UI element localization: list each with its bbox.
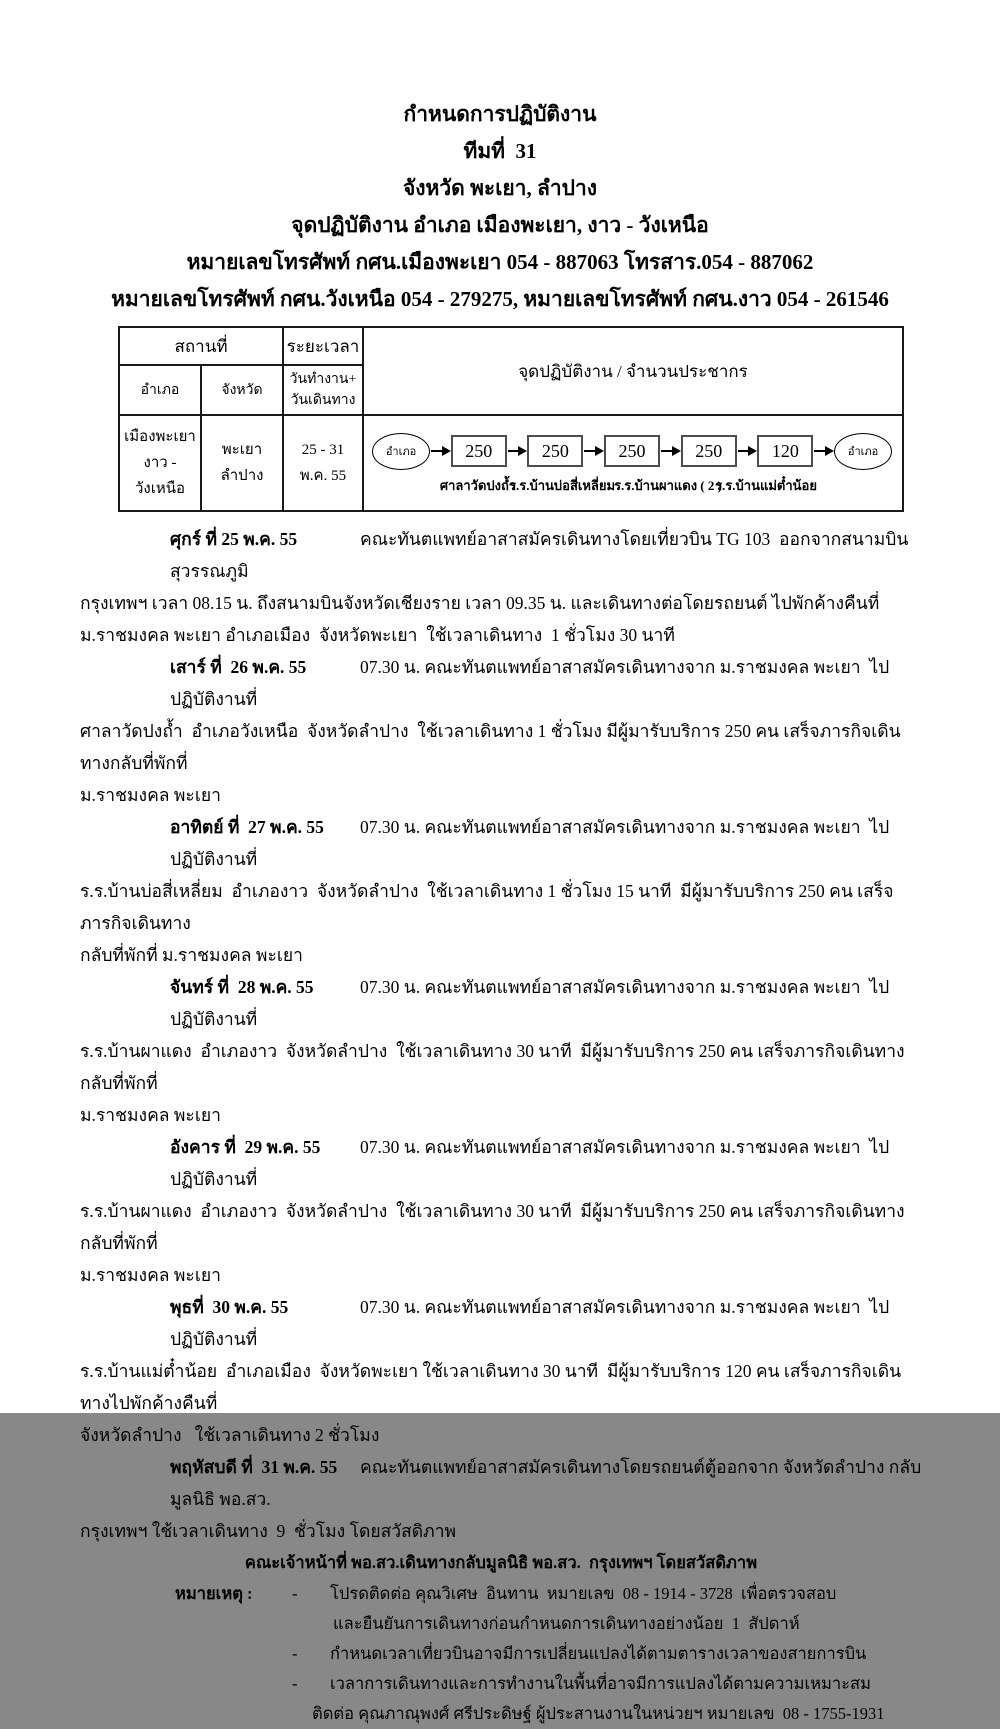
entry-text-line1: 07.30 น. คณะทันตแพทย์อาสาสมัครเดินทางจาก ม.ราชมงคล พะเยา ไปปฏิบัติงานที่ (170, 1297, 890, 1349)
header-workdays-line2: วันเดินทาง (290, 393, 356, 408)
note-item-1-continued: และยืนยันการเดินทางก่อนกำหนดการเดินทางอย่างน้อย 1 สัปดาห์ (333, 1614, 800, 1633)
flow-row (372, 431, 892, 471)
note-item-3 (80, 1669, 922, 1699)
header-district: อำเภอ (119, 365, 201, 415)
bullet-dash-icon: - (292, 1584, 298, 1603)
header-province: จังหวัด (201, 365, 283, 415)
population-box-3: 250 (604, 435, 660, 467)
document-header (0, 0, 1000, 318)
province-line2: ลำปาง (220, 468, 264, 484)
population-box-2: 250 (527, 435, 583, 467)
entry-text-line3: กลับที่พักที่ ม.ราชมงคล พะเยา (80, 945, 303, 965)
site-label-3: ร.ร.บ้านผาแดง ( 2 ) (614, 478, 722, 493)
header-operation-population: จุดปฏิบัติงาน / จำนวนประชากร (363, 327, 903, 415)
note-text: กำหนดเวลาเที่ยวบินอาจมีการเปลี่ยนแปลงได้ตามตารางเวลาของสายการบิน (330, 1644, 867, 1663)
duration-line2: พ.ค. 55 (299, 468, 347, 484)
cell-district (119, 415, 201, 511)
phone-line-1: หมายเลขโทรศัพท์ กศน.เมืองพะเยา 054 - 887063 โทรสาร.054 - 887062 (186, 250, 814, 274)
right-arrow-icon (738, 450, 755, 452)
district-end-oval: อำเภอ (834, 433, 892, 470)
province-line1: พะเยา (221, 442, 263, 458)
district-line3: วังเหนือ (134, 481, 186, 497)
entry-date: อังคาร ที่ 29 พ.ค. 55 (170, 1137, 321, 1157)
right-arrow-icon (661, 450, 678, 452)
right-arrow-icon (814, 450, 831, 452)
right-arrow-icon (508, 450, 525, 452)
schedule-entry-wednesday (80, 1291, 922, 1451)
schedule-body (0, 512, 1000, 1579)
schedule-entry-thursday (80, 1451, 926, 1547)
bullet-dash-icon: - (292, 1644, 298, 1663)
duration-line1: 25 - 31 (301, 442, 345, 458)
bullet-dash-icon: - (292, 1674, 298, 1693)
note-text: เวลาการเดินทางและการทำงานในพื้นที่อาจมีการแปลงได้ตามความเหมาะสม (330, 1674, 871, 1693)
header-location: สถานที่ (119, 327, 283, 365)
site-label-2: ร.ร.บ้านบ่อสี่เหลี่ยม (508, 478, 616, 493)
notes-section (0, 1579, 1000, 1729)
cell-province (201, 415, 283, 511)
district-line1: เมืองพะเยา (124, 429, 196, 445)
entry-text-line3: ม.ราชมงคล พะเยา (80, 1105, 221, 1125)
entry-text-line3: จังหวัดลำปาง ใช้เวลาเดินทาง 2 ชั่วโมง (80, 1425, 380, 1445)
note-text: โปรดติดต่อ คุณวิเศษ อินทาน หมายเลข 08 - 1914 - 3728 เพื่อตรวจสอบ (330, 1584, 837, 1603)
schedule-entry-tuesday (80, 1131, 922, 1291)
site-label-1: ศาลาวัดปงถ้ำ (439, 478, 517, 493)
schedule-entry-monday (80, 971, 922, 1131)
entry-text-line2: ร.ร.บ้านบ่อสี่เหลี่ยม อำเภองาว จังหวัดลำปาง ใช้เวลาเดินทาง 1 ชั่วโมง 15 นาที มีผู้มารับบริการ 250 คน เสร็จภารกิจเดินทาง (80, 881, 894, 933)
entry-text-line1: 07.30 น. คณะทันตแพทย์อาสาสมัครเดินทางจาก ม.ราชมงคล พะเยา ไปปฏิบัติงานที่ (170, 1137, 890, 1189)
entry-text-line3: ม.ราชมงคล พะเยา (80, 785, 221, 805)
district-line2: งาว - (143, 455, 177, 471)
right-arrow-icon (431, 450, 448, 452)
table-row (119, 415, 903, 511)
page-title: กำหนดการปฏิบัติงาน (403, 102, 597, 126)
entry-text-line2: ร.ร.บ้านผาแดง อำเภองาว จังหวัดลำปาง ใช้เวลาเดินทาง 30 นาที มีผู้มารับบริการ 250 คน เสร็จภารกิจเดินทางกลับที่พักที่ (80, 1041, 905, 1093)
header-workdays (283, 365, 363, 415)
phone-line-2: หมายเลขโทรศัพท์ กศน.วังเหนือ 054 - 279275, หมายเลขโทรศัพท์ กศน.งาว 054 - 261546 (111, 287, 889, 311)
province-line: จังหวัด พะเยา, ลำปาง (402, 176, 597, 200)
entry-text-line1: คณะทันตแพทย์อาสาสมัครเดินทางโดยเที่ยวบิน TG 103 ออกจากสนามบินสุวรรณภูมิ (170, 529, 909, 581)
entry-text-line3: ม.ราชมงคล พะเยา อำเภอเมือง จังหวัดพะเยา ใช้เวลาเดินทาง 1 ชั่วโมง 30 นาที (80, 625, 675, 645)
team-number: ทีมที่ 31 (463, 139, 537, 163)
entry-date: จันทร์ ที่ 28 พ.ค. 55 (170, 977, 314, 997)
header-workdays-line1: วันทำงาน+ (289, 372, 357, 387)
population-box-1: 250 (451, 435, 507, 467)
entry-text-line2: กรุงเทพฯ เวลา 08.15 น. ถึงสนามบินจังหวัดเชียงราย เวลา 09.35 น. และเดินทางต่อโดยรถยนต์ ไปพักค้างคืนที่ (80, 593, 880, 613)
site-label-4: ร.ร.บ้านแม่ต๋ำน้อย (715, 478, 817, 493)
coordinator-contact: ติดต่อ คุณภาณุพงศ์ ศรีประดิษฐ์ ผู้ประสานงานในหน่วยฯ หมายเลข 08 - 1755-1931 (312, 1704, 885, 1723)
entry-text-line1: 07.30 น. คณะทันตแพทย์อาสาสมัครเดินทางจาก ม.ราชมงคล พะเยา ไปปฏิบัติงานที่ (170, 977, 890, 1029)
entry-text-line1: 07.30 น. คณะทันตแพทย์อาสาสมัครเดินทางจาก ม.ราชมงคล พะเยา ไปปฏิบัติงานที่ (170, 817, 890, 869)
schedule-entry-sunday (80, 811, 922, 971)
notes-label: หมายเหตุ : (175, 1584, 253, 1603)
entry-date: เสาร์ ที่ 26 พ.ค. 55 (170, 657, 307, 677)
header-duration: ระยะเวลา (283, 327, 363, 365)
cell-flow-diagram (363, 415, 903, 511)
flow-labels (366, 473, 900, 495)
entry-text-line3: ม.ราชมงคล พะเยา (80, 1265, 221, 1285)
population-box-4: 250 (681, 435, 737, 467)
right-arrow-icon (584, 450, 601, 452)
entry-date: พุธที่ 30 พ.ค. 55 (170, 1297, 289, 1317)
table-header-row-1 (119, 327, 903, 365)
entry-text-line2: ศาลาวัดปงถ้ำ อำเภอวังเหนือ จังหวัดลำปาง ใช้เวลาเดินทาง 1 ชั่วโมง มีผู้มารับบริการ 250 คน เสร็จภารกิจเดินทางกลับที่พักที่ (80, 721, 901, 773)
entry-text-line2: กรุงเทพฯ ใช้เวลาเดินทาง 9 ชั่วโมง โดยสวัสดิภาพ (80, 1521, 457, 1541)
entry-text-line2: ร.ร.บ้านผาแดง อำเภองาว จังหวัดลำปาง ใช้เวลาเดินทาง 30 นาที มีผู้มารับบริการ 250 คน เสร็จภารกิจเดินทางกลับที่พักที่ (80, 1201, 905, 1253)
schedule-entry-saturday (80, 651, 922, 811)
closing-statement: คณะเจ้าหน้าที่ พอ.สว.เดินทางกลับมูลนิธิ พอ.สว. กรุงเทพฯ โดยสวัสดิภาพ (244, 1553, 758, 1572)
entry-date: ศุกร์ ที่ 25 พ.ค. 55 (170, 529, 298, 549)
operation-points-line: จุดปฏิบัติงาน อำเภอ เมืองพะเยา, งาว - วังเหนือ (291, 213, 709, 237)
entry-text-line2: ร.ร.บ้านแม่ต๋ำน้อย อำเภอเมือง จังหวัดพะเยา ใช้เวลาเดินทาง 30 นาที มีผู้มารับบริการ 120 คน เสร็จภารกิจเดินทางไปพักค้างคืนที่ (80, 1361, 902, 1413)
flow-diagram (366, 418, 900, 508)
note-item-2 (80, 1639, 922, 1669)
entry-date: พฤหัสบดี ที่ 31 พ.ค. 55 (170, 1457, 338, 1477)
entry-text-line1: 07.30 น. คณะทันตแพทย์อาสาสมัครเดินทางจาก ม.ราชมงคล พะเยา ไปปฏิบัติงานที่ (170, 657, 890, 709)
cell-duration (283, 415, 363, 511)
district-start-oval: อำเภอ (372, 433, 430, 470)
note-item-1 (80, 1579, 922, 1609)
schedule-table (118, 326, 904, 512)
entry-text-line1: คณะทันตแพทย์อาสาสมัครเดินทางโดยรถยนต์ตู้ออกจาก จังหวัดลำปาง กลับ มูลนิธิ พอ.สว. (170, 1457, 926, 1509)
schedule-entry-friday (80, 523, 922, 651)
population-box-5: 120 (757, 435, 813, 467)
entry-date: อาทิตย์ ที่ 27 พ.ค. 55 (170, 817, 324, 837)
